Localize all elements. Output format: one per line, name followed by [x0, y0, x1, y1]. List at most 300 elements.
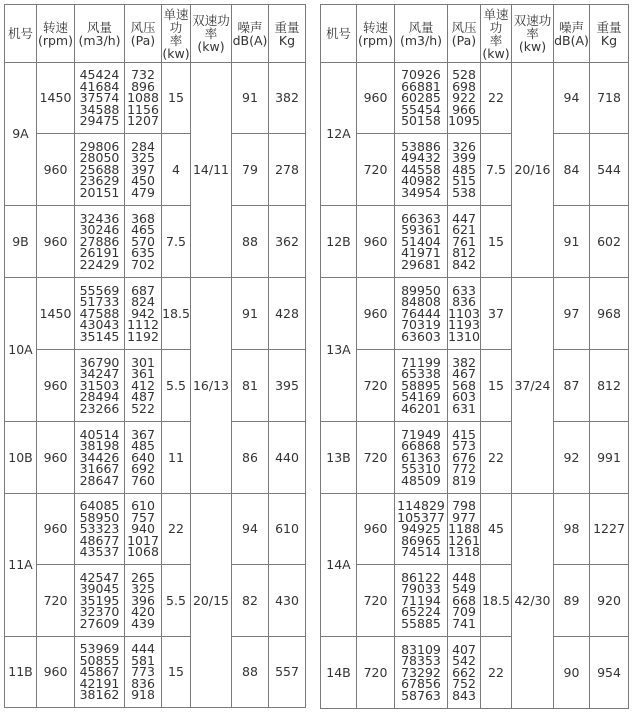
pressure-value: 1207: [127, 113, 159, 129]
airflow-value: 79033: [401, 581, 441, 597]
pressure-value: 942: [131, 305, 155, 321]
airflow-value: 40514: [79, 426, 120, 442]
pressure-cell: [448, 63, 481, 134]
model-cell: 14A: [321, 494, 357, 637]
header-text-line: (Pa): [451, 32, 477, 48]
airflow-value: 71949: [401, 426, 441, 442]
airflow-cell: [75, 206, 125, 278]
speed-cell: 960: [357, 63, 395, 134]
airflow-value: 53969: [79, 641, 120, 657]
header-speed: [37, 5, 75, 63]
pressure-value: 824: [131, 294, 155, 310]
airflow-value: 40982: [401, 173, 441, 189]
pressure-value: 772: [452, 461, 476, 477]
pressure-value: 542: [452, 653, 476, 669]
noise-cell: 89: [554, 565, 590, 637]
weight-cell: 440: [269, 422, 306, 494]
airflow-value: 114829: [397, 498, 445, 514]
single-power-cell: 7.5: [481, 134, 512, 206]
pressure-value: 1188: [448, 521, 480, 537]
pressure-value: 570: [131, 233, 155, 249]
pressure-value: 1068: [127, 544, 159, 560]
pressure-value: 465: [131, 222, 155, 238]
pressure-cell: [448, 134, 481, 206]
airflow-value: 38162: [79, 687, 120, 703]
airflow-cell: [395, 134, 448, 206]
weight-cell: 428: [269, 278, 306, 350]
single-power-cell: 22: [162, 494, 191, 565]
speed-cell: 720: [357, 637, 395, 709]
weight-cell: 602: [590, 206, 629, 278]
pressure-value: 1318: [448, 544, 480, 560]
speed-cell: 960: [37, 350, 75, 422]
airflow-value: 43537: [79, 544, 120, 560]
weight-cell: 954: [590, 637, 629, 709]
airflow-value: 35145: [79, 328, 120, 344]
pressure-value: 467: [452, 366, 476, 382]
airflow-value: 35195: [79, 592, 120, 608]
header-text-line: 风量: [408, 19, 434, 35]
airflow-value: 86965: [401, 532, 441, 548]
pressure-value: 640: [131, 449, 155, 465]
header-text-line: 风压: [451, 19, 477, 35]
pressure-cell: [448, 206, 481, 278]
header-text-line: (m3/h): [399, 32, 443, 48]
pressure-value: 1095: [448, 113, 480, 129]
airflow-value: 53886: [401, 138, 441, 154]
single-power-cell: 15: [162, 637, 191, 708]
pressure-value: 922: [452, 90, 476, 106]
airflow-value: 30246: [79, 222, 120, 238]
pressure-cell: [448, 350, 481, 422]
noise-cell: 86: [232, 422, 269, 494]
airflow-value: 58763: [401, 687, 441, 703]
pressure-value: 836: [452, 294, 476, 310]
weight-cell: 920: [590, 565, 629, 637]
header-text-line: 率: [169, 32, 183, 48]
dual-power-cell: 20/16: [512, 63, 554, 278]
table-row: [321, 422, 629, 494]
header-weight: [590, 5, 629, 63]
header-single-power: [481, 5, 512, 63]
header-single-power: [162, 5, 191, 63]
model-cell: 10A: [5, 278, 37, 422]
airflow-value: 64085: [79, 498, 120, 514]
header-text-line: 噪声: [558, 19, 584, 35]
model-cell: 12A: [321, 63, 357, 206]
header-weight: [269, 5, 306, 63]
airflow-value: 28647: [79, 472, 120, 488]
pressure-value: 1103: [448, 305, 480, 321]
noise-cell: 90: [554, 637, 590, 709]
table-row: [321, 494, 629, 565]
weight-cell: 395: [269, 350, 306, 422]
header-text-line: 率: [204, 26, 218, 41]
airflow-value: 32436: [79, 210, 120, 226]
airflow-cell: [395, 637, 448, 709]
header-text-line: dB(A): [232, 32, 268, 48]
header-text-line: (kw): [482, 45, 510, 61]
table-row: [321, 278, 629, 350]
header-text-line: Kg: [600, 32, 618, 48]
pressure-value: 415: [452, 426, 476, 442]
airflow-value: 26191: [79, 245, 120, 261]
pressure-value: 698: [452, 78, 476, 94]
airflow-value: 105377: [397, 509, 445, 525]
noise-cell: 84: [554, 134, 590, 206]
header-dual-power: [512, 5, 554, 63]
noise-cell: 79: [232, 134, 269, 206]
airflow-value: 31667: [79, 461, 120, 477]
model-cell: 9B: [5, 206, 37, 278]
speed-cell: 1450: [37, 278, 75, 350]
pressure-value: 966: [452, 101, 476, 117]
header-text-line: 单速: [483, 6, 509, 22]
pressure-value: 843: [452, 687, 476, 703]
model-cell: 12B: [321, 206, 357, 278]
airflow-cell: [395, 278, 448, 350]
airflow-value: 55885: [401, 615, 441, 631]
pressure-cell: [125, 637, 162, 708]
header-text-line: 风压: [130, 19, 156, 35]
pressure-value: 752: [452, 676, 476, 692]
airflow-cell: [75, 422, 125, 494]
speed-cell: 960: [37, 637, 75, 708]
header-text-line: 转速: [362, 19, 388, 35]
pressure-value: 284: [131, 138, 155, 154]
header-text-line: dB(A): [554, 32, 589, 48]
airflow-cell: [75, 565, 125, 637]
table-row: [5, 206, 306, 278]
dual-power-cell: 20/15: [191, 494, 232, 708]
pressure-value: 836: [131, 675, 155, 691]
pressure-value: 1310: [448, 328, 480, 344]
weight-cell: 278: [269, 134, 306, 206]
airflow-cell: [395, 350, 448, 422]
header-dual-power: [191, 5, 232, 63]
pressure-value: 977: [452, 509, 476, 525]
airflow-value: 36790: [79, 354, 120, 370]
airflow-value: 23266: [79, 400, 120, 416]
speed-cell: 720: [357, 134, 395, 206]
pressure-value: 603: [452, 389, 476, 405]
speed-cell: 960: [37, 494, 75, 565]
model-cell: 14B: [321, 637, 357, 709]
pressure-value: 396: [131, 592, 155, 608]
airflow-value: 20151: [79, 184, 120, 200]
pressure-value: 325: [131, 150, 155, 166]
airflow-value: 74514: [401, 544, 441, 560]
airflow-value: 37574: [79, 90, 120, 106]
single-power-cell: 11: [162, 422, 191, 494]
pressure-value: 1193: [448, 317, 480, 333]
airflow-value: 50158: [401, 113, 441, 129]
header-text-line: 率: [489, 32, 503, 48]
dual-power-cell: 16/13: [191, 278, 232, 494]
airflow-value: 66363: [401, 210, 441, 226]
pressure-value: 361: [131, 366, 155, 382]
airflow-value: 51733: [79, 294, 120, 310]
pressure-value: 515: [452, 173, 476, 189]
speed-cell: 720: [357, 422, 395, 494]
pressure-value: 382: [452, 354, 476, 370]
header-noise: [554, 5, 590, 63]
fan-spec-table-left: [4, 4, 306, 708]
pressure-value: 538: [452, 184, 476, 200]
airflow-value: 73292: [401, 664, 441, 680]
model-cell: 11B: [5, 637, 37, 708]
pressure-value: 412: [131, 377, 155, 393]
airflow-value: 66881: [401, 78, 441, 94]
pressure-value: 1261: [448, 532, 480, 548]
speed-cell: 960: [357, 206, 395, 278]
airflow-value: 54169: [401, 389, 441, 405]
airflow-cell: [395, 494, 448, 565]
pressure-value: 439: [131, 615, 155, 631]
noise-cell: 92: [554, 422, 590, 494]
noise-cell: 81: [232, 350, 269, 422]
header-noise: [232, 5, 269, 63]
speed-cell: 720: [37, 565, 75, 637]
single-power-cell: 22: [481, 63, 512, 134]
noise-cell: 87: [554, 350, 590, 422]
airflow-cell: [395, 206, 448, 278]
airflow-value: 28050: [79, 150, 120, 166]
weight-cell: 362: [269, 206, 306, 278]
airflow-value: 48677: [79, 532, 120, 548]
table-row: [321, 350, 629, 422]
header-text-line: 双速功: [192, 13, 230, 28]
dual-power-cell: 37/24: [512, 278, 554, 494]
airflow-value: 27886: [79, 233, 120, 249]
header-text-line: (kw): [162, 45, 190, 61]
airflow-value: 55454: [401, 101, 441, 117]
weight-cell: 557: [269, 637, 306, 708]
pressure-cell: [125, 350, 162, 422]
pressure-cell: [125, 134, 162, 206]
noise-cell: 91: [232, 278, 269, 350]
airflow-value: 34426: [79, 449, 120, 465]
airflow-cell: [75, 494, 125, 565]
pressure-value: 773: [131, 664, 155, 680]
airflow-value: 60285: [401, 90, 441, 106]
airflow-value: 47588: [79, 305, 120, 321]
weight-cell: 968: [590, 278, 629, 350]
airflow-value: 70926: [401, 67, 441, 83]
model-cell: 11A: [5, 494, 37, 637]
airflow-value: 70319: [401, 317, 441, 333]
airflow-value: 25688: [79, 161, 120, 177]
single-power-cell: 7.5: [162, 206, 191, 278]
airflow-value: 42547: [79, 569, 120, 585]
airflow-value: 29475: [79, 113, 120, 129]
header-text-line: (m3/h): [78, 32, 121, 48]
airflow-value: 78353: [401, 653, 441, 669]
airflow-cell: [75, 278, 125, 350]
pressure-value: 732: [131, 67, 155, 83]
header-text-line: 率: [526, 26, 539, 41]
airflow-value: 53323: [79, 521, 120, 537]
header-text-line: 单速: [163, 6, 189, 22]
header-text-line: (kw): [518, 39, 547, 54]
pressure-value: 1156: [127, 101, 159, 117]
pressure-value: 757: [131, 509, 155, 525]
pressure-value: 709: [452, 604, 476, 620]
weight-cell: 430: [269, 565, 306, 637]
airflow-cell: [395, 565, 448, 637]
pressure-value: 326: [452, 138, 476, 154]
header-text-line: Kg: [278, 32, 296, 48]
pressure-value: 1192: [127, 328, 159, 344]
airflow-value: 83109: [401, 641, 441, 657]
noise-cell: 94: [554, 63, 590, 134]
header-pressure: [448, 5, 481, 63]
airflow-value: 63603: [401, 328, 441, 344]
pressure-value: 610: [131, 498, 155, 514]
weight-cell: 812: [590, 350, 629, 422]
noise-cell: 91: [232, 63, 269, 134]
airflow-value: 71194: [401, 592, 441, 608]
table-row: [321, 565, 629, 637]
airflow-value: 71199: [401, 354, 441, 370]
pressure-value: 741: [452, 615, 476, 631]
table-row: [5, 63, 306, 134]
airflow-value: 45867: [79, 664, 120, 680]
weight-cell: 718: [590, 63, 629, 134]
header-text-line: (kw): [197, 39, 225, 54]
pressure-value: 581: [131, 652, 155, 668]
pressure-value: 842: [452, 256, 476, 272]
airflow-value: 61363: [401, 449, 441, 465]
pressure-value: 522: [131, 400, 155, 416]
single-power-cell: 22: [481, 422, 512, 494]
pressure-value: 812: [452, 245, 476, 261]
pressure-cell: [448, 278, 481, 350]
airflow-value: 34247: [79, 366, 120, 382]
header-pressure: [125, 5, 162, 63]
table-row: [5, 494, 306, 565]
airflow-value: 67856: [401, 676, 441, 692]
pressure-value: 479: [131, 184, 155, 200]
pressure-value: 301: [131, 354, 155, 370]
pressure-cell: [448, 422, 481, 494]
airflow-value: 48509: [401, 472, 441, 488]
pressure-value: 621: [452, 222, 476, 238]
speed-cell: 960: [357, 494, 395, 565]
table-row: [321, 206, 629, 278]
header-airflow: [395, 5, 448, 63]
pressure-value: 528: [452, 67, 476, 83]
pressure-value: 918: [131, 687, 155, 703]
pressure-value: 1017: [127, 532, 159, 548]
header-text-line: (rpm): [37, 32, 73, 48]
header-text-line: 风量: [86, 19, 112, 35]
pressure-value: 573: [452, 438, 476, 454]
pressure-value: 549: [452, 581, 476, 597]
pressure-value: 668: [452, 592, 476, 608]
noise-cell: 91: [554, 206, 590, 278]
pressure-value: 798: [452, 498, 476, 514]
pressure-value: 662: [452, 664, 476, 680]
speed-cell: 1450: [37, 63, 75, 134]
airflow-value: 44558: [401, 161, 441, 177]
table-row: [321, 637, 629, 709]
single-power-cell: 5.5: [162, 565, 191, 637]
pressure-value: 702: [131, 256, 155, 272]
airflow-cell: [75, 134, 125, 206]
table-row: [5, 565, 306, 637]
pressure-value: 447: [452, 210, 476, 226]
pressure-value: 485: [131, 438, 155, 454]
airflow-value: 65224: [401, 604, 441, 620]
header-model: [321, 5, 357, 63]
pressure-cell: [125, 494, 162, 565]
pressure-value: 676: [452, 449, 476, 465]
noise-cell: 97: [554, 278, 590, 350]
pressure-value: 940: [131, 521, 155, 537]
pressure-value: 397: [131, 161, 155, 177]
weight-cell: 382: [269, 63, 306, 134]
table-row: [321, 134, 629, 206]
airflow-value: 49432: [401, 150, 441, 166]
airflow-value: 55310: [401, 461, 441, 477]
dual-power-cell: 14/11: [191, 63, 232, 278]
airflow-value: 50855: [79, 652, 120, 668]
pressure-value: 1112: [127, 317, 159, 333]
airflow-value: 23629: [79, 173, 120, 189]
pressure-value: 325: [131, 581, 155, 597]
dual-power-cell: 42/30: [512, 494, 554, 709]
speed-cell: 720: [357, 565, 395, 637]
speed-cell: 720: [357, 350, 395, 422]
airflow-value: 34954: [401, 184, 441, 200]
speed-cell: 960: [357, 278, 395, 350]
pressure-value: 760: [131, 472, 155, 488]
pressure-cell: [125, 422, 162, 494]
header-text-line: 重量: [274, 19, 300, 35]
header-text-line: 功: [169, 19, 183, 35]
noise-cell: 88: [232, 637, 269, 708]
airflow-value: 89950: [401, 282, 441, 298]
airflow-value: 27609: [79, 615, 120, 631]
single-power-cell: 37: [481, 278, 512, 350]
airflow-value: 65338: [401, 366, 441, 382]
header-text-line: 重量: [596, 19, 622, 35]
pressure-value: 407: [452, 641, 476, 657]
airflow-value: 86122: [401, 569, 441, 585]
speed-cell: 960: [37, 134, 75, 206]
single-power-cell: 4: [162, 134, 191, 206]
header-speed: [357, 5, 395, 63]
airflow-value: 29681: [401, 256, 441, 272]
noise-cell: 88: [232, 206, 269, 278]
airflow-value: 38198: [79, 438, 120, 454]
weight-cell: 610: [269, 494, 306, 565]
weight-cell: 1227: [590, 494, 629, 565]
single-power-cell: 18.5: [162, 278, 191, 350]
pressure-value: 633: [452, 282, 476, 298]
airflow-value: 76444: [401, 305, 441, 321]
model-cell: 13A: [321, 278, 357, 422]
model-cell: 9A: [5, 63, 37, 206]
pressure-value: 687: [131, 282, 155, 298]
pressure-value: 896: [131, 78, 155, 94]
pressure-cell: [448, 637, 481, 709]
noise-cell: 94: [232, 494, 269, 565]
speed-cell: 960: [37, 422, 75, 494]
single-power-cell: 45: [481, 494, 512, 565]
table-row: [5, 637, 306, 708]
